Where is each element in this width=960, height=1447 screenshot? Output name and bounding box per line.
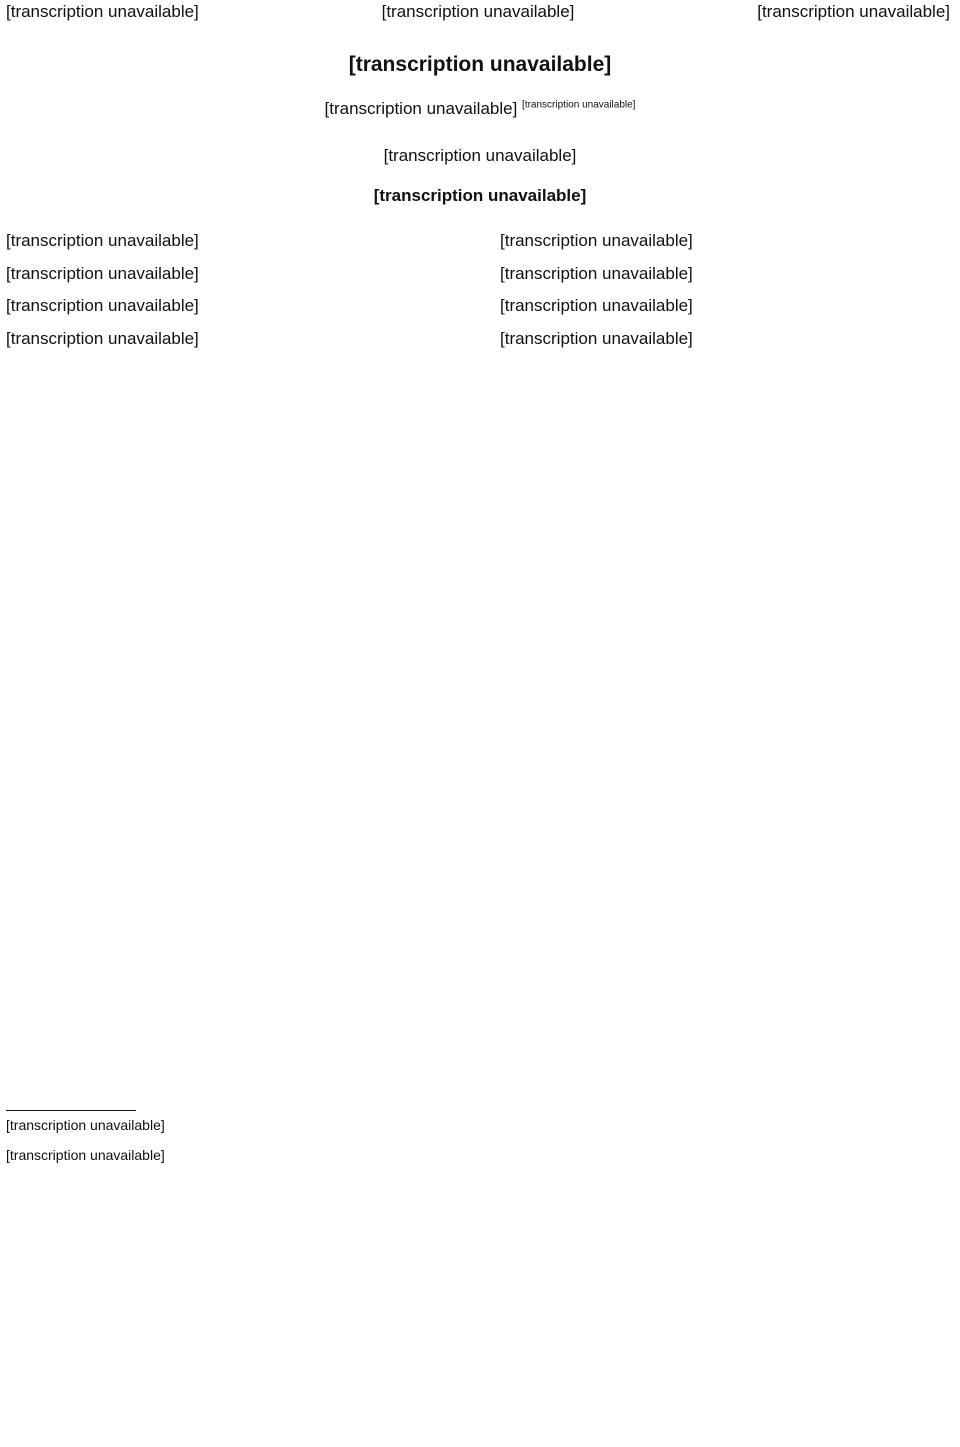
act-subject: [transcription unavailable] (373, 186, 587, 205)
paragraph: [transcription unavailable] (6, 296, 199, 315)
position-number: [transcription unavailable] (757, 2, 950, 21)
page-number: [transcription unavailable] (381, 2, 575, 21)
act-number: [transcription unavailable] (348, 53, 612, 76)
act-title-footnote-marker: [transcription unavailable] (522, 99, 636, 111)
paragraph: [transcription unavailable] (500, 296, 693, 315)
footnote: [transcription unavailable] (6, 1117, 165, 1133)
paragraph: [transcription unavailable] (500, 231, 693, 250)
right-column (500, 230, 955, 360)
act-date: [transcription unavailable] (383, 146, 577, 165)
journal-name: [transcription unavailable] (6, 2, 199, 21)
footnote: [transcription unavailable] (6, 1147, 165, 1163)
left-column (6, 230, 468, 360)
paragraph: [transcription unavailable] (6, 328, 199, 348)
paragraph: [transcription unavailable] (500, 328, 693, 348)
running-header (6, 2, 950, 28)
act-title (0, 99, 960, 119)
footnote-separator (6, 1110, 136, 1111)
act-title-text: [transcription unavailable] (324, 99, 518, 118)
paragraph: [transcription unavailable] (500, 263, 693, 283)
footnotes (6, 1116, 470, 1176)
paragraph: [transcription unavailable] (6, 263, 199, 283)
paragraph: [transcription unavailable] (6, 231, 199, 250)
